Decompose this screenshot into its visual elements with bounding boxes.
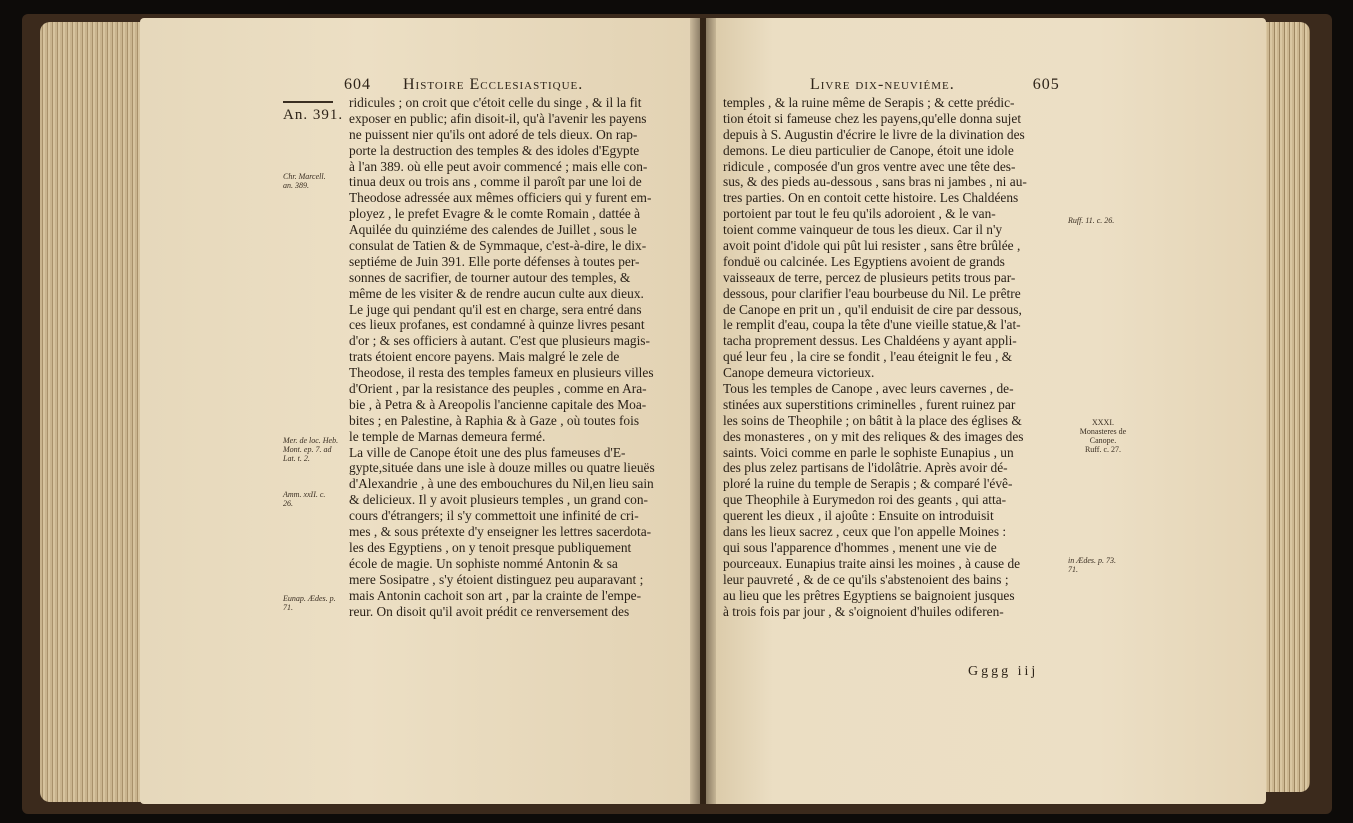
page-edges-left bbox=[40, 22, 145, 802]
side-note-eunap bbox=[283, 594, 336, 612]
text-line: portoient par tout le feu qu'ils adoroient , & le van- bbox=[723, 206, 996, 222]
side-note-line: Mont. ep. 7. ad bbox=[283, 445, 332, 454]
side-note-chr bbox=[283, 172, 326, 190]
text-line: ridicule , composée d'un gros ventre avec une tête des- bbox=[723, 158, 1016, 174]
text-line: même de les visiter & de rendre aucun culte aux dieux. bbox=[349, 285, 644, 301]
left-page-number: 604 bbox=[344, 76, 371, 93]
text-line: d'Alexandrie , à une des embouchures du Nil,en lieu sain bbox=[349, 476, 654, 492]
text-line: d'Orient , par la resistance des peuples , comme en Ara- bbox=[349, 381, 647, 397]
book-gutter bbox=[690, 18, 716, 804]
text-line: Aquilée du quinziéme des calendes de Juillet , sous le bbox=[349, 222, 637, 238]
right-page-header bbox=[810, 76, 1060, 94]
year-rule bbox=[283, 101, 333, 103]
text-line: sus, & des pieds au-dessous , sans bras ni jambes , ni au- bbox=[723, 174, 1027, 190]
text-line: tion étoit si fameuse chez les payens,qu'elle donna sujet bbox=[723, 110, 1022, 126]
text-line: Canope demeura victorieux. bbox=[723, 365, 875, 381]
text-line: septiéme de Juin 391. Elle porte défenses à toutes per- bbox=[349, 253, 640, 269]
text-line: & delicieux. Il y avoit plusieurs temples , un grand con- bbox=[349, 492, 648, 508]
text-line: bie , à Petra & à Areopolis l'ancienne capitale des Moa- bbox=[349, 396, 647, 412]
text-line: stinées aux superstitions criminelles , furent ruinez par bbox=[723, 396, 1016, 412]
side-note-line: XXXI. bbox=[1092, 418, 1114, 427]
text-line: depuis à S. Augustin d'écrire le livre de la divination des bbox=[723, 126, 1025, 142]
left-page-text bbox=[349, 95, 685, 619]
text-line: des plus zelez partisans de l'idolâtrie. Après avoir dé- bbox=[723, 460, 1008, 476]
side-note-amm bbox=[283, 490, 325, 508]
side-note-mer bbox=[283, 436, 338, 463]
text-line: ne puissent nier qu'ils ont adoré de tels dieux. On rap- bbox=[349, 126, 638, 142]
text-line: ces lieux profanes, est condamné à quinze livres pesant bbox=[349, 317, 645, 333]
side-note-ruff bbox=[1068, 216, 1114, 225]
text-line: Theodose, il resta des temples fameux en plusieurs villes bbox=[349, 365, 654, 381]
signature-mark: Gggg iij bbox=[968, 664, 1039, 679]
text-line: ployez , le prefet Evagre & le comte Romain , dattée à bbox=[349, 206, 641, 222]
text-line: de Canope en prit un , qu'il enduisit de cire par dessous, bbox=[723, 301, 1022, 317]
side-note-line: Chr. Marcell. bbox=[283, 172, 326, 181]
side-note-line: Canope. bbox=[1089, 436, 1117, 445]
text-line: trats étoient encore payens. Mais malgré le zele de bbox=[349, 349, 620, 365]
side-note-aedes bbox=[1068, 556, 1116, 574]
left-running-title: Histoire Ecclesiastique. bbox=[403, 76, 584, 93]
text-line: cours d'étrangers; il s'y commettoit une infinité de cri- bbox=[349, 508, 639, 524]
year-marker: An. 391. bbox=[283, 107, 344, 123]
text-line: consulat de Tatien & de Symmaque, c'est-à-dire, le dix- bbox=[349, 238, 647, 254]
text-line: qui sous l'apparence d'hommes , menent une vie de bbox=[723, 539, 997, 555]
text-line: à trois fois par jour , & s'oignoient d'huiles odiferen- bbox=[723, 603, 1004, 619]
text-line: toient comme vainqueur de tous les dieux. Car il n'y bbox=[723, 222, 1003, 238]
text-line: temples , & la ruine même de Serapis ; & cette prédic- bbox=[723, 95, 1015, 110]
side-note-line: Eunap. Ædes. p. bbox=[283, 594, 336, 603]
text-line: avoit point d'idole qui pût lui resister , sans être brûlée , bbox=[723, 238, 1021, 254]
text-line: que Theophile à Eurymedon roi des geants , qui atta- bbox=[723, 492, 1007, 508]
side-note-line: 71. bbox=[1068, 565, 1078, 574]
text-line: les soins de Theophile ; on bâtit à la place des églises & bbox=[723, 412, 1022, 428]
text-line: saints. Voici comme en parle le sophiste Eunapius , un bbox=[723, 444, 1014, 460]
text-line: vaisseaux de terre, percez de plusieurs petits trous par- bbox=[723, 269, 1016, 285]
text-line: pourceaux. Eunapius traite ainsi les moines , à cause de bbox=[723, 555, 1021, 571]
text-line: ridicules ; on croit que c'étoit celle du singe , & il la fit bbox=[349, 95, 642, 110]
text-line: dans les lieux sacrez , ceux que l'on appelle Moines : bbox=[723, 524, 1007, 540]
text-line: au lieu que les prêtres Egyptiens se baignoient jusques bbox=[723, 587, 1015, 603]
text-line: exposer en public; afin disoit-il, qu'à l'avenir les payens bbox=[349, 110, 647, 126]
side-note-line: 26. bbox=[283, 499, 293, 508]
right-page-number: 605 bbox=[1032, 76, 1060, 93]
text-line: qué leur feu , la cire se fondit , l'eau éteignit le feu , & bbox=[723, 349, 1013, 365]
side-note-line: Lat. t. 2. bbox=[283, 454, 310, 463]
text-line: Tous les temples de Canope , avec leurs cavernes , de- bbox=[723, 381, 1014, 397]
text-line: Theodose adressée aux mêmes officiers qui y furent em- bbox=[349, 190, 652, 206]
side-note-line: in Ædes. p. 73. bbox=[1068, 556, 1116, 565]
text-line: bites ; en Palestine, à Raphia & à Gaze , où toutes fois bbox=[349, 412, 640, 428]
text-line: mais Antonin cachoit son art , par la crainte de l'empe- bbox=[349, 587, 642, 603]
text-line: à l'an 389. où elle peut avoir commencé ; mais elle con- bbox=[349, 158, 648, 174]
text-line: le remplit d'eau, coupa la tête d'une vieille statue,& l'at- bbox=[723, 317, 1021, 333]
text-line: des monasteres , on y mit des reliques & des images des bbox=[723, 428, 1024, 444]
text-line: demons. Le dieu particulier de Canope, étoit une idole bbox=[723, 142, 1014, 158]
text-line: mes , & sous prétexte d'y enseigner les lettres sacerdota- bbox=[349, 524, 652, 540]
side-note-line: Ruff. c. 27. bbox=[1084, 445, 1122, 454]
text-line: le temple de Marnas demeura fermé. bbox=[349, 428, 546, 444]
text-line: sonnes de sacrifier, de tourner autour des temples, & bbox=[349, 269, 631, 285]
side-note-monasteres bbox=[1068, 418, 1138, 454]
page-edges-right bbox=[1262, 22, 1310, 792]
text-line: tinua deux ou trois ans , comme il paroît par une loi de bbox=[349, 174, 642, 190]
text-line: tacha proprement dessus. Les Chaldéens y ayant appli- bbox=[723, 333, 1017, 349]
text-line: La ville de Canope étoit une des plus fameuses d'E- bbox=[349, 444, 626, 460]
text-line: mere Sosipatre , s'y étoient distinguez peu auparavant ; bbox=[349, 571, 644, 587]
text-line: dessous, pour clarifier l'eau bourbeuse du Nil. Le prêtre bbox=[723, 285, 1021, 301]
right-page-text bbox=[723, 95, 1063, 619]
right-running-title: Livre dix-neuviéme. bbox=[810, 76, 955, 93]
side-note-line: Ruff. 11. c. 26. bbox=[1068, 216, 1115, 225]
text-line: ploré la ruine du temple de Serapis ; & comparé l'évê- bbox=[723, 476, 1013, 492]
side-note-line: Amm. xxII. c. bbox=[283, 490, 326, 499]
text-line: Le juge qui pendant qu'il est en charge, sera entré dans bbox=[349, 301, 642, 317]
side-note-line: 71. bbox=[283, 603, 293, 612]
text-line: d'or ; & ses officiers à autant. C'est que plusieurs magis- bbox=[349, 333, 650, 349]
text-line: leur pauvreté , & de ce qu'ils s'abstenoient des bains ; bbox=[723, 571, 1009, 587]
side-note-line: an. 389. bbox=[283, 181, 309, 190]
text-line: porte la destruction des temples & des idoles d'Egypte bbox=[349, 142, 640, 158]
text-line: fonduë ou calcinée. Les Egyptiens avoient de grands bbox=[723, 253, 1005, 269]
side-note-line: Monasteres de bbox=[1079, 427, 1127, 436]
text-line: reur. On disoit qu'il avoit prédit ce renversement des bbox=[349, 603, 630, 619]
text-line: les des Egyptiens , on y tenoit presque publiquement bbox=[349, 539, 632, 555]
text-line: querent les dieux , il ajoûte : Ensuite on introduisit bbox=[723, 508, 994, 524]
side-note-line: Mer. de loc. Heb. bbox=[283, 436, 339, 445]
left-page-header bbox=[344, 76, 583, 94]
text-line: école de magie. Un sophiste nommé Antonin & sa bbox=[349, 555, 618, 571]
text-line: gypte,située dans une isle à douze milles ou quatre lieuës bbox=[349, 460, 655, 476]
text-line: tres parties. On en contoit cette histoire. Les Chaldéens bbox=[723, 190, 1019, 206]
